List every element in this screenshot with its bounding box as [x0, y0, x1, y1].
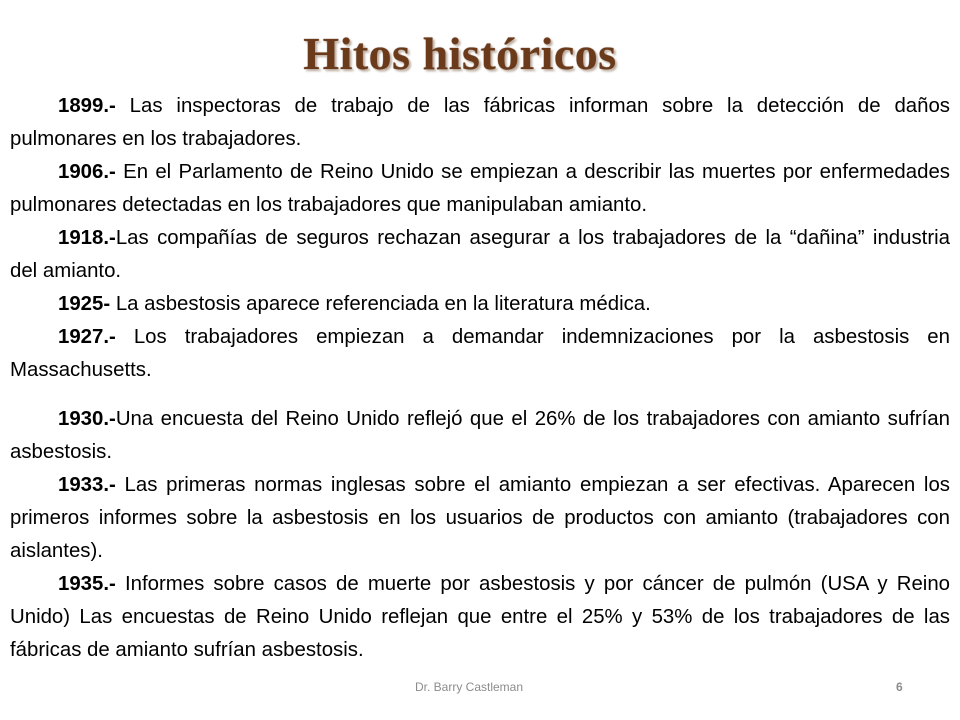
milestone-text: Los trabajadores empiezan a demandar indemnizaciones por la asbestosis en Massachusetts. [10, 326, 950, 381]
milestone-1933 [10, 469, 950, 568]
milestone-1906 [10, 156, 950, 222]
milestone-text: Informes sobre casos de muerte por asbestosis y por cáncer de pulmón (USA y Reino Unido) Las encuestas de Reino Unido reflejan que entre el 25% y 53% de los trabajadores de las fábricas de amianto sufrían asbestosis. [10, 573, 950, 661]
milestone-text: Las primeras normas inglesas sobre el amianto empiezan a ser efectivas. Aparecen los primeros informes sobre la asbestosis en los usuarios de productos con amianto (trabajadores con aislantes). [10, 474, 950, 562]
slide-footer [0, 678, 960, 698]
milestone-year: 1927.- [58, 326, 116, 348]
milestone-1935 [10, 568, 950, 667]
milestone-1899 [10, 90, 950, 156]
milestone-text: Las inspectoras de trabajo de las fábricas informan sobre la detección de daños pulmonares en los trabajadores. [10, 95, 950, 150]
milestone-text: En el Parlamento de Reino Unido se empiezan a describir las muertes por enfermedades pulmonares detectadas en los trabajadores que manipulaban amianto. [10, 161, 950, 216]
milestone-1918 [10, 222, 950, 288]
milestone-year: 1930.- [58, 408, 116, 430]
milestone-text: La asbestosis aparece referenciada en la literatura médica. [110, 293, 651, 315]
milestone-year: 1933.- [58, 474, 116, 496]
milestones-list [10, 90, 950, 667]
footer-author: Dr. Barry Castleman [415, 680, 524, 694]
slide-title: Hitos históricos [303, 28, 617, 79]
milestone-year: 1918.- [58, 227, 116, 249]
milestone-1927 [10, 321, 950, 387]
milestone-text: Una encuesta del Reino Unido reflejó que el 26% de los trabajadores con amianto sufrían asbestosis. [10, 408, 950, 463]
milestone-1930 [10, 403, 950, 469]
milestone-1925 [10, 288, 950, 321]
milestone-year: 1935.- [58, 573, 116, 595]
page-number: 6 [896, 680, 903, 694]
milestone-year: 1925- [58, 293, 111, 315]
milestone-year: 1899.- [58, 95, 116, 117]
milestone-text: Las compañías de seguros rechazan asegurar a los trabajadores de la “dañina” industria del amianto. [10, 227, 950, 282]
milestone-year: 1906.- [58, 161, 116, 183]
